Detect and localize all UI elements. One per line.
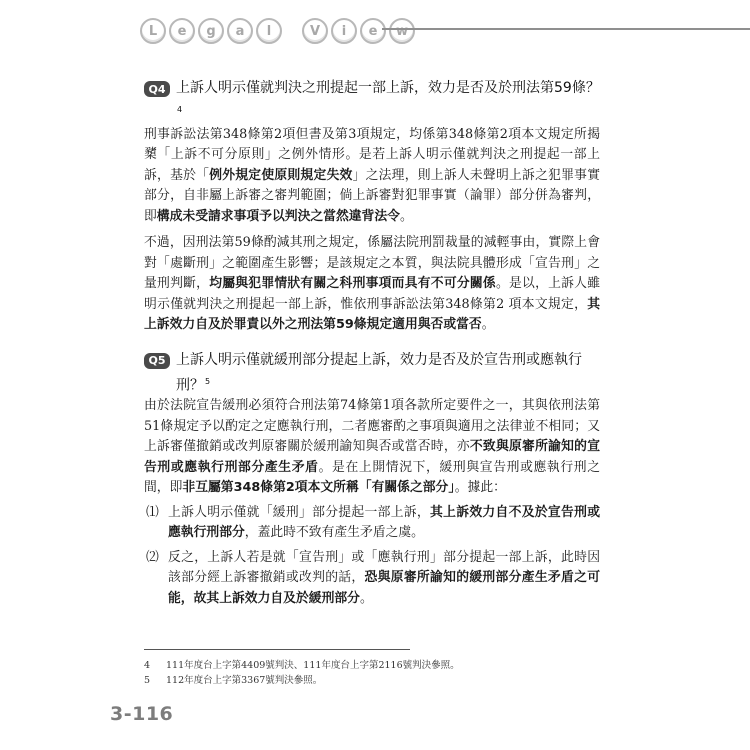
emphasis-text: 恐與原審所諭知的緩刑部分產生矛盾之可能，故其上訴效力自及於緩刑部分 <box>168 570 601 606</box>
question-q4 <box>144 78 600 336</box>
emphasis-text: 其上訴效力自及於罪責以外之刑法第59條規定適用與否或當否 <box>144 296 600 333</box>
header-letter: e <box>169 18 195 44</box>
emphasis-text: 構成未受請求事項予以判決之當然違背法令 <box>156 208 400 224</box>
question-title-text: 上訴人明示僅就判決之刑提起一部上訴，效力是否及於刑法第59條？ <box>176 80 600 96</box>
list-text: 反之，上訴人若是就「宣告刑」或「應執行刑」部分提起一部上訴，此時因該部分經上訴審撤銷或改判的話，恐與原審所諭知的緩刑部分產生矛盾之可能，故其上訴效力自及於緩刑部分。 <box>168 549 601 606</box>
header-letter: g <box>198 18 224 44</box>
header-letter: e <box>360 18 386 44</box>
footnote-ref: 5 <box>205 376 211 386</box>
footnote-number: 4 <box>144 660 151 671</box>
emphasis-text: 不致與原審所諭知的宣告刑或應執行刑部分產生矛盾 <box>144 439 601 475</box>
emphasis-text: 均屬與犯罪情狀有關之科刑事項而具有不可分關係 <box>209 276 496 292</box>
list-number: ⑵ <box>146 549 159 565</box>
question-q5 <box>144 350 600 610</box>
header-letter: a <box>227 18 253 44</box>
list-text: 上訴人明示僅就「緩刑」部分提起一部上訴，其上訴效力自不及於宣告刑或應執行刑部分，蓋此時不致有產生矛盾之虞。 <box>168 504 601 541</box>
header-title-legal-view <box>140 18 415 44</box>
footnote-text: 112年度台上字第3367號判決參照。 <box>166 675 323 686</box>
header-letter: L <box>140 18 166 44</box>
question-title <box>176 350 600 397</box>
footnote-text: 111年度台上字第4409號判決、111年度台上字第2116號判決參照。 <box>166 660 460 671</box>
header-letter: l <box>256 18 282 44</box>
main-content <box>144 78 600 623</box>
header-rule <box>382 28 750 30</box>
footnote <box>144 673 600 688</box>
emphasis-text: 其上訴效力自不及於宣告刑或應執行刑部分 <box>168 504 601 541</box>
question-heading <box>144 78 600 125</box>
list-number: ⑴ <box>146 504 159 520</box>
footnote-divider <box>144 649 410 650</box>
emphasis-text: 非互屬第348條第2項本文所稱「有關係之部分」 <box>182 480 455 496</box>
question-heading <box>144 350 600 397</box>
header-letter: w <box>389 18 415 44</box>
page-header <box>140 18 610 52</box>
emphasis-text: 例外規定使原則規定失效 <box>209 167 353 183</box>
page-number: 3-116 <box>110 703 174 725</box>
footnotes <box>144 658 600 688</box>
question-badge: Q5 <box>144 353 170 369</box>
answer-paragraph: 由於法院宣告緩刑必須符合刑法第74條第1項各款所定要件之一，其與依刑法第51條規定予以酌定之定應執行刑，二者應審酌之事項與適用之法律並不相同；又上訴審僅撤銷或改判原審關於緩刑諭知與否或當否時，亦不致與原審所諭知的宣告刑或應執行刑部分產生矛盾。是在上開情況下，緩刑與宣告刑或應執行刑之間，即非互屬第348條第2項本文所稱「有關係之部分」。據此： <box>144 398 601 496</box>
footnote-number: 5 <box>144 675 151 686</box>
header-letter: V <box>302 18 328 44</box>
question-title-text: 上訴人明示僅就緩刑部分提起上訴，效力是否及於宣告刑或應執行刑？ <box>176 351 582 394</box>
answer-paragraph: 不過，因刑法第59條酌減其刑之規定，係屬法院刑罰裁量的減輕事由，實際上會對「處斷刑」之範圍產生影響；是該規定之本質，與法院具體形成「宣告刑」之量刑判斷，均屬與犯罪情狀有關之科刑事項而具有不可分關係。是以，上訴人雖明示僅就判決之刑提起一部上訴，惟依刑事訴訟法第348條第2 項本文規定，其上訴效力自及於罪責以外之刑法第59條規定適用與否或當否。 <box>144 235 601 333</box>
footnote-ref: 4 <box>177 105 183 114</box>
question-badge: Q4 <box>144 81 170 97</box>
question-title <box>176 78 600 125</box>
list-item <box>144 548 600 610</box>
list-item <box>144 503 600 544</box>
header-letter-space <box>285 18 299 40</box>
answer-paragraph: 刑事訴訟法第348條第2項但書及第3項規定，均係第348條第2項本文規定所揭櫫「上訴不可分原則」之例外情形。是若上訴人明示僅就判決之刑提起一部上訴，基於「例外規定使原則規定失效」之法理，則上訴人未聲明上訴之犯罪事實部分，自非屬上訴審之審判範圍；倘上訴審對犯罪事實（論罪）部分併為審判，即構成未受請求事項予以判決之當然違背法令。 <box>144 126 601 224</box>
header-letter: i <box>331 18 357 44</box>
footnote <box>144 658 600 673</box>
